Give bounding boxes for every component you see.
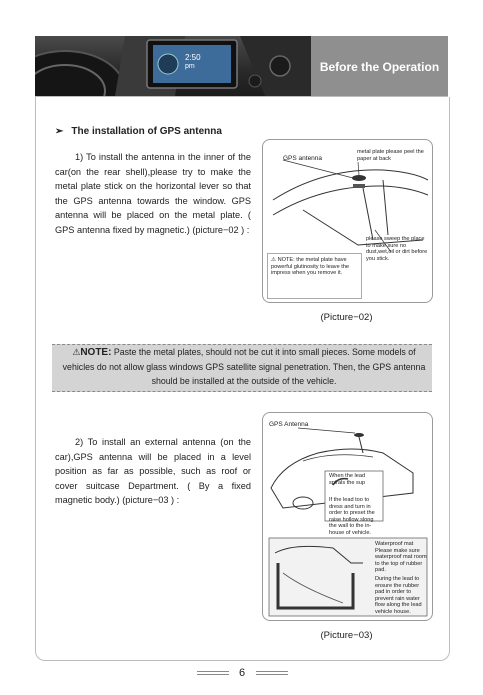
note-label: NOTE: [80,347,112,358]
warning-icon: ⚠ [271,257,277,263]
car-dashboard-illustration [35,36,311,96]
note-text: Paste the metal plates, should not be cut it into small pieces. Some models of vehicles do not allow glass windows GPS satellite signal penetration. Then, the GPS antenna should be installed at the outside of the vehicle. [62,347,426,386]
label-rubber-pad: During the lead to ensure the rubber pad in order to prevent rain water flow along the lead vehicle house. [375,576,422,615]
label-lead-spirals: When the lead spirals the sup [329,473,366,486]
footer-rule-right [256,671,288,672]
label-sweep-place: please sweep the place to make sure no dust,wet,oil or dirt before you stick. [366,236,428,262]
picture-02-caption: (Picture−02) [320,312,373,323]
label-gps-antenna-external: GPS Antenna [269,421,309,428]
picture-02-note-text: NOTE: the metal plate have powerful glutinosity to leave the impress when you remove it. [271,257,350,277]
picture-03 [262,412,433,621]
note [60,345,428,388]
warning-icon: ⚠ [72,347,81,357]
label-gps-antenna: GPS antenna [283,155,323,162]
instruction-paragraph-2: 2) To install an external antenna (on the car),GPS antenna will be placed in a level position as far as possible, such as roof or cover suitcase Department. ( By a fixed magnetic body.) (picture−03 ) : [55,437,251,506]
label-metal-plate: metal plate please peel the paper at back [357,149,424,162]
header-car-photo [35,36,311,96]
footer-rule-left-2 [197,674,229,675]
page-number: 6 [238,667,246,679]
arrow-icon: ➢ [55,126,64,137]
picture-02-note-box [267,253,362,299]
instruction-paragraph-1: 1) To install the antenna in the inner of the car(on the rear shell),please try to make the metal plate stick on the horizontal lever so that the GPS antenna towards the window. GPS antenna will be placed on the metal plate. ( GPS antenna fixed by magnetic.) (picture−02 ) : [55,152,251,235]
label-waterproof-mat: Waterproof mat Please make sure waterproof mat room to the top of rubber pad. [375,541,427,574]
picture-02 [262,139,433,303]
footer-rule-left [197,671,229,672]
section-title: The installation of GPS antenna [71,126,222,137]
picture-03-caption: (Picture−03) [320,630,373,641]
screen-ampm: pm [185,63,195,70]
section-heading [55,126,222,137]
screen-time: 2:50 [185,53,201,62]
label-lead-dress: If the lead too to dress and turn in order to preset the raise hollow slong the wall to the in-house of vehicle. [329,497,375,536]
footer-rule-right-2 [256,674,288,675]
page-title: Before the Operation [319,60,440,74]
